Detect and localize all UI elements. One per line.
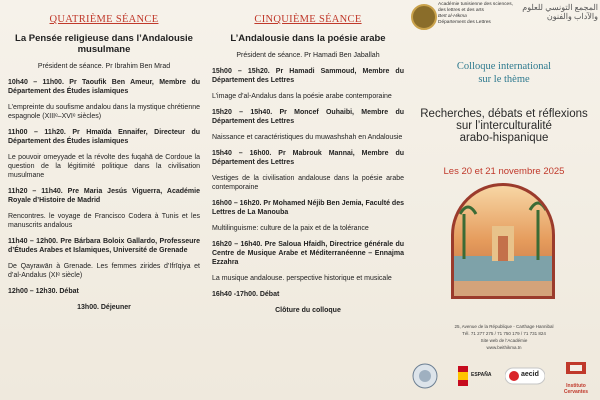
session-title: La Pensée religieuse dans l’Andalousie musulmane xyxy=(15,33,193,55)
column-fifth-session xyxy=(212,0,404,400)
column-fourth-session xyxy=(8,0,200,400)
instituto-cervantes-logo: Instituto Cervantes xyxy=(554,362,598,390)
talk-time: 10h40 – 11h00. Pr Taoufik Ben Ameur, Membre du Département des Études islamiques xyxy=(8,79,200,95)
andalusian-painting xyxy=(451,183,555,299)
session-heading: CINQUIÈME SÉANCE xyxy=(254,14,362,25)
tunisia-emblem-icon xyxy=(412,362,438,390)
closing: Clôture du colloque xyxy=(275,307,341,314)
partner-logos xyxy=(0,352,600,397)
debate-time: 12h00 – 12h30. Débat xyxy=(8,288,79,295)
debate-time: 16h40 -17h00. Débat xyxy=(212,291,280,298)
academy-arabic-name: المجمع التونسي للعلوم والآداب والفنون xyxy=(522,3,598,21)
talk-title: De Qayrawān à Grenade. Les femmes zirides d’Ifrīqiya et d’al-Andalus (XIᵉ siècle) xyxy=(8,263,200,279)
academy-logo-icon xyxy=(411,4,437,30)
academy-name: Académie tunisienne des sciences, des lettres et des arts Beït al-Hikma Département des Lettres xyxy=(438,2,513,25)
colloquium-dates: Les 20 et 21 novembre 2025 xyxy=(443,166,565,177)
talk-title: La musique andalouse. perspective historique et musicale xyxy=(212,275,392,282)
talk-title: Naissance et caractéristiques du muwashshah en Andalousie xyxy=(212,134,403,141)
talk-time: 11h20 – 11h40. Pre Maria Jesús Viguerra, Académie Royale d’Histoire de Madrid xyxy=(8,188,200,204)
session-president: Président de séance. Pr Ibrahim Ben Mrad xyxy=(37,63,171,70)
spain-government-logo: ESPAÑA xyxy=(458,362,500,390)
session-president: Président de séance. Pr Hamadi Ben Jaballah xyxy=(236,52,380,59)
contact-info: 25, Avenue de la République - Carthage Hannibal Tél. 71 277 275 / 71 750 179 / 71 731 824 Site web de l’Académie www.beithikma.tn xyxy=(454,324,554,350)
talk-time: 15h00 – 15h20. Pr Hamadi Sammoud, Membre du Département des Lettres xyxy=(212,68,404,84)
talk-title: Multilinguisme: culture de la paix et de la tolérance xyxy=(212,225,369,232)
cover-column xyxy=(408,0,600,400)
talk-title: Vestiges de la civilisation andalouse dans la poésie arabe contemporaine xyxy=(212,175,404,191)
session-title: L’Andalousie dans la poésie arabe xyxy=(230,33,386,44)
talk-title: L’image d’al-Andalus dans la poésie arabe contemporaine xyxy=(212,93,392,100)
colloquium-heading: Colloque international sur le thème xyxy=(456,61,552,85)
talk-time: 15h40 – 16h00. Pr Mabrouk Mannai, Membre du Département des Lettres xyxy=(212,150,404,166)
talk-time: 11h40 – 12h00. Pre Bárbara Boloix Gallardo, Professeure d’Études Arabes et Islamiques, Université de Grenade xyxy=(8,238,200,254)
aecid-logo: aecid xyxy=(505,362,545,390)
talk-title: L’empreinte du soufisme andalou dans la mystique chrétienne espagnole (XIIIᵉ–XVIᵉ siècles) xyxy=(8,104,200,120)
talk-time: 16h00 – 16h20. Pr Mohamed Néjib Ben Jemia, Faculté des Lettres de La Manouba xyxy=(212,200,404,216)
academy-header xyxy=(408,0,600,52)
talk-time: 11h00 – 11h20. Pr Hmaïda Ennaifer, Directeur du Département des Études islamiques xyxy=(8,129,200,145)
lunch-time: 13h00. Déjeuner xyxy=(77,304,131,311)
talk-title: Le pouvoir omeyyade et la révolte des fuqahā de Cordoue la question de la légitimité politique dans la civilisation musulmane xyxy=(8,154,200,179)
colloquium-theme: Recherches, débats et réflexions sur l’interculturalité arabo-hispanique xyxy=(420,108,588,144)
talk-title: Rencontres. le voyage de Francisco Codera à Tunis et les manuscrits andalous xyxy=(8,213,200,229)
talk-time: 16h20 – 16h40. Pre Saloua Hfaidh, Directrice générale du Centre de Musique Arabe et Méditerranéenne – Ennajma Ezzahra xyxy=(212,241,404,266)
talk-time: 15h20 – 15h40. Pr Moncef Ouhaibi, Membre du Département des Lettres xyxy=(212,109,404,125)
session-heading: QUATRIÈME SÉANCE xyxy=(49,14,159,25)
